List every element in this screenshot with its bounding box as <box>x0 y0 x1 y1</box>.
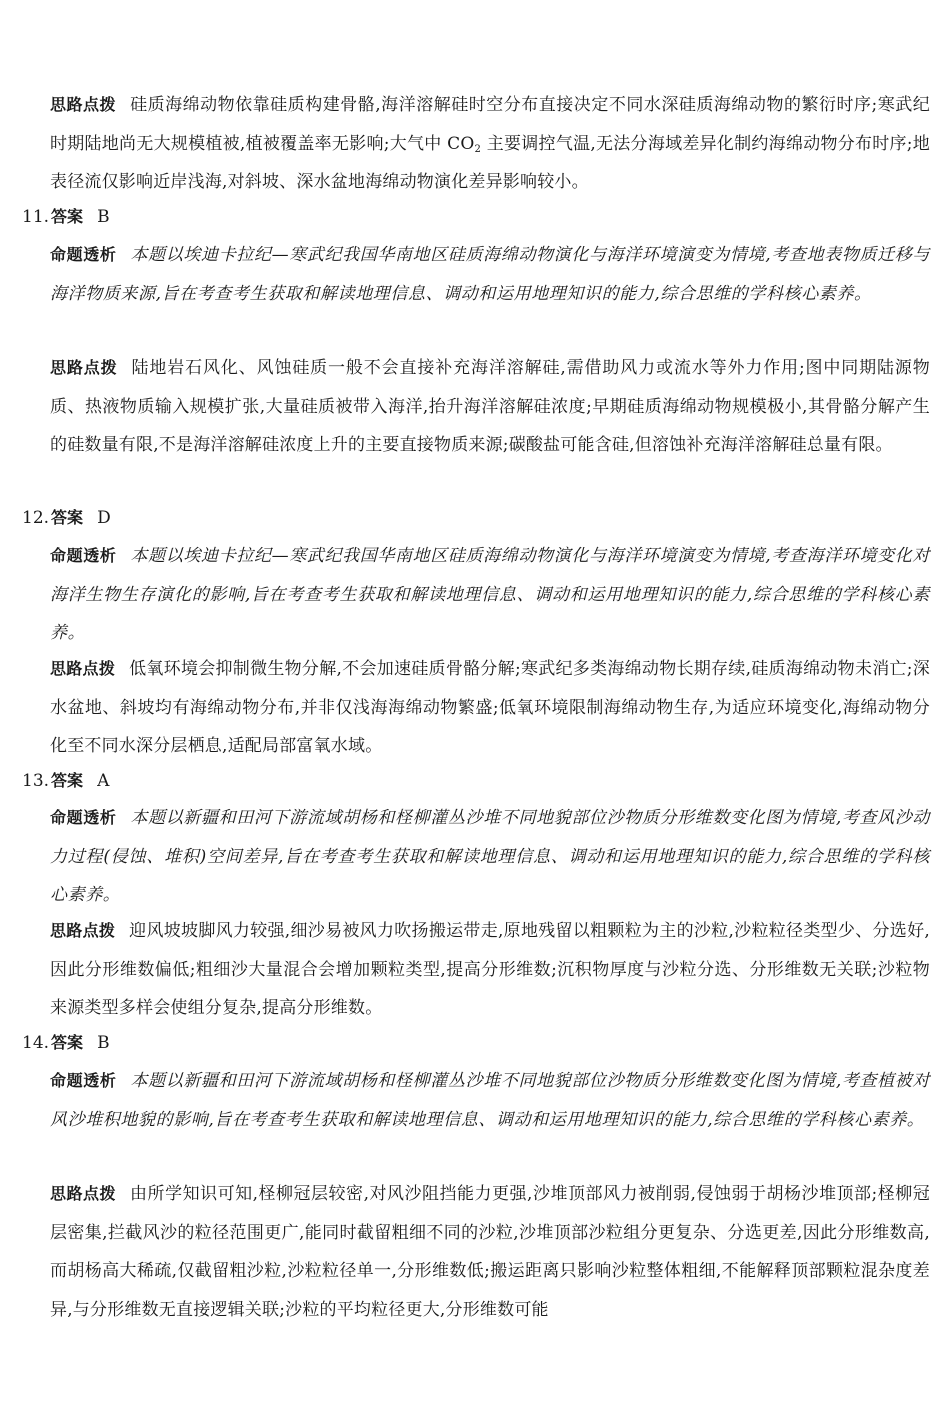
question-number: 13. <box>22 771 50 791</box>
analysis-text: 迎风坡坡脚风力较强,细沙易被风力吹扬搬运带走,原地残留以粗颗粒为主的沙粒,沙粒粒径类型少、分选好,因此分形维数偏低;粗细沙大量混合会增加颗粒类型,提高分形维数;沉积物厚度与沙粒分选、分形维数无关联;沙粒物来源类型多样会使组分复杂,提高分形维数。 <box>50 921 930 1018</box>
answer-line-q13 <box>22 762 109 800</box>
question-number: 11. <box>22 207 50 227</box>
intent-label: 命题透析 <box>50 1071 117 1090</box>
analysis-paragraph-q11 <box>50 349 930 465</box>
analysis-label: 思路点拨 <box>50 1184 117 1203</box>
answer-label: 答案 <box>51 207 84 226</box>
answer-value: B <box>97 207 110 227</box>
intent-text: 本题以新疆和田河下游流域胡杨和柽柳灌丛沙堆不同地貌部位沙物质分形维数变化图为情境,考查风沙动力过程(侵蚀、堆积)空间差异,旨在考查考生获取和解读地理信息、调动和运用地理知识的能力,综合思维的学科核心素养。 <box>50 808 930 905</box>
intent-label: 命题透析 <box>50 808 117 827</box>
answer-label: 答案 <box>51 771 84 790</box>
subscript-2: 2 <box>474 143 482 155</box>
analysis-text: 低氧环境会抑制微生物分解,不会加速硅质骨骼分解;寒武纪多类海绵动物长期存续,硅质海绵动物未消亡;深水盆地、斜坡均有海绵动物分布,并非仅浅海海绵动物繁盛;低氧环境限制海绵动物生存,为适应环境变化,海绵动物分化至不同水深分层栖息,适配局部富氧水域。 <box>50 659 930 756</box>
analysis-paragraph-q12 <box>50 650 930 766</box>
answer-value: D <box>97 508 111 528</box>
analysis-paragraph-q13 <box>50 912 930 1028</box>
intent-paragraph-q12 <box>50 537 930 653</box>
answer-value: B <box>97 1033 110 1053</box>
analysis-paragraph-q14 <box>50 1175 930 1329</box>
analysis-label: 思路点拨 <box>50 659 116 678</box>
answer-label: 答案 <box>51 1033 84 1052</box>
intent-text: 本题以埃迪卡拉纪—寒武纪我国华南地区硅质海绵动物演化与海洋环境演变为情境,考查地表物质迁移与海洋物质来源,旨在考查考生获取和解读地理信息、调动和运用地理知识的能力,综合思维的学科核心素养。 <box>50 245 930 304</box>
answer-line-q12 <box>22 499 111 537</box>
analysis-text: 由所学知识可知,柽柳冠层较密,对风沙阻挡能力更强,沙堆顶部风力被削弱,侵蚀弱于胡杨沙堆顶部;柽柳冠层密集,拦截风沙的粒径范围更广,能同时截留粗细不同的沙粒,沙堆顶部沙粒组分更复杂、分选更差,因此分形维数高,而胡杨高大稀疏,仅截留粗沙粒,沙粒粒径单一,分形维数低;搬运距离只影响沙粒整体粗细,不能解释顶部颗粒混杂度差异,与分形维数无直接逻辑关联;沙粒的平均粒径更大,分形维数可能 <box>50 1184 930 1320</box>
answer-value: A <box>97 771 110 791</box>
answer-label: 答案 <box>51 508 84 527</box>
intent-text: 本题以新疆和田河下游流域胡杨和柽柳灌丛沙堆不同地貌部位沙物质分形维数变化图为情境,考查植被对风沙堆积地貌的影响,旨在考查考生获取和解读地理信息、调动和运用地理知识的能力,综合思维的学科核心素养。 <box>50 1071 930 1130</box>
intent-paragraph-q14 <box>50 1062 930 1139</box>
analysis-label: 思路点拨 <box>50 921 116 940</box>
analysis-paragraph-q10 <box>50 86 930 202</box>
question-number: 12. <box>22 508 50 528</box>
intent-paragraph-q13 <box>50 799 930 915</box>
analysis-text: 陆地岩石风化、风蚀硅质一般不会直接补充海洋溶解硅,需借助风力或流水等外力作用;图中同期陆源物质、热液物质输入规模扩张,大量硅质被带入海洋,抬升海洋溶解硅浓度;早期硅质海绵动物规模极小,其骨骼分解产生的硅数量有限,不是海洋溶解硅浓度上升的主要直接物质来源;碳酸盐可能含硅,但溶蚀补充海洋溶解硅总量有限。 <box>50 358 930 455</box>
analysis-text-post: 主要调控气温,无法分海域差异化制约海绵动物分布时序;地表径流仅影响近岸浅海,对斜坡、深水盆地海绵动物演化差异影响较小。 <box>50 133 930 192</box>
analysis-text-pre: 硅质海绵动物依靠硅质构建骨骼,海洋溶解硅时空分布直接决定不同水深硅质海绵动物的繁衍时序;寒武纪时期陆地尚无大规模植被,植被覆盖率无影响;大气中 CO <box>50 95 930 154</box>
answer-line-q11 <box>22 198 110 236</box>
intent-text: 本题以埃迪卡拉纪—寒武纪我国华南地区硅质海绵动物演化与海洋环境演变为情境,考查海洋环境变化对海洋生物生存演化的影响,旨在考查考生获取和解读地理信息、调动和运用地理知识的能力,综合思维的学科核心素养。 <box>50 546 930 643</box>
intent-label: 命题透析 <box>50 245 117 264</box>
analysis-label: 思路点拨 <box>50 95 117 114</box>
answer-line-q14 <box>22 1024 110 1062</box>
question-number: 14. <box>22 1033 50 1053</box>
analysis-label: 思路点拨 <box>50 358 118 377</box>
intent-paragraph-q11 <box>50 236 930 313</box>
intent-label: 命题透析 <box>50 546 117 565</box>
